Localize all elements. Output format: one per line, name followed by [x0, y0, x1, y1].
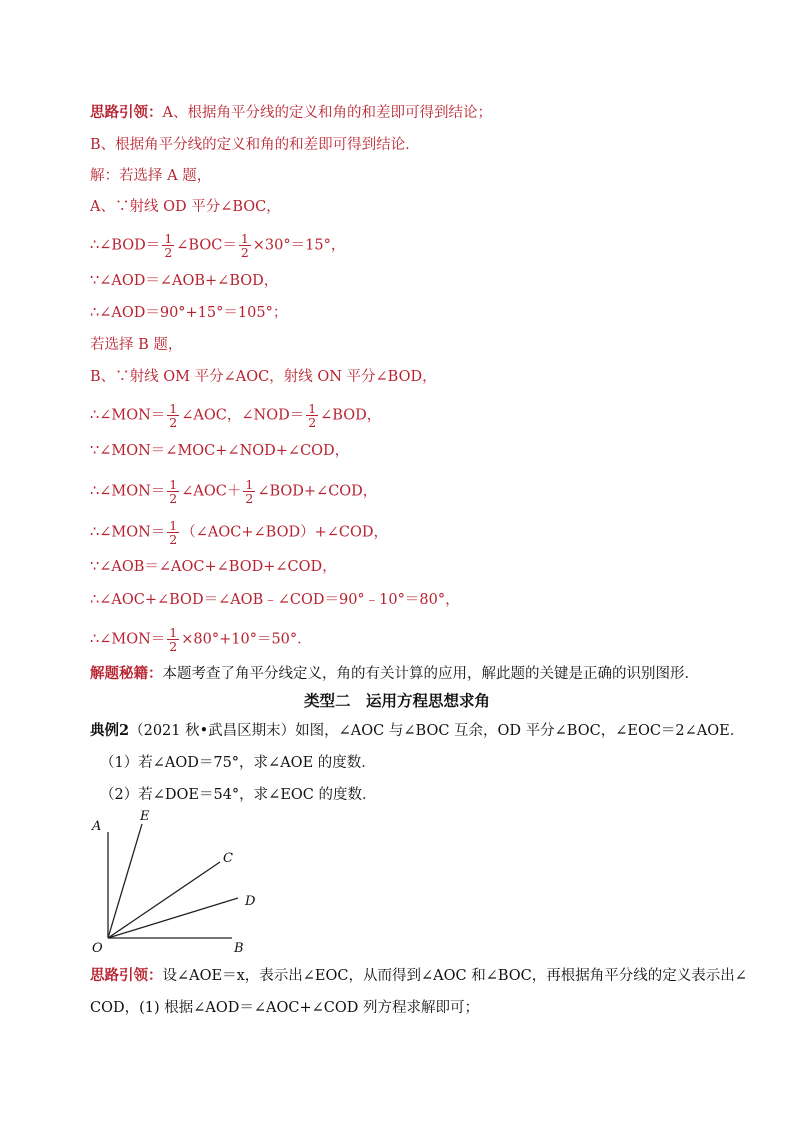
label-b: B — [234, 941, 244, 956]
step-b7: ∴∠AOC+∠BOD＝∠AOB﹣∠COD＝90°﹣10°＝80°， — [90, 592, 460, 608]
label-e: E — [140, 809, 150, 824]
step-a4: ∴∠AOD＝90°+15°＝105°； — [90, 305, 288, 321]
fraction-half: $\frac{1}{2}$ — [169, 518, 178, 547]
fraction-half: $\frac{1}{2}$ — [169, 477, 178, 506]
answer-intro-b: 若选择 B 题， — [90, 337, 183, 353]
question-1: （1）若∠AOD＝75°，求∠AOE 的度数． — [100, 755, 376, 771]
question-2: （2）若∠DOE＝54°，求∠EOC 的度数． — [100, 787, 377, 803]
step-a3: ∵∠AOD＝∠AOB+∠BOD， — [90, 273, 279, 289]
label-a: A — [92, 819, 102, 834]
secret-summary: 解题秘籍：本题考查了角平分线定义，角的有关计算的应用，解此题的关键是正确的识别图形． — [90, 665, 699, 682]
step-b3: ∵∠MON＝∠MOC+∠NOD+∠COD， — [90, 443, 350, 459]
label-o: O — [92, 941, 103, 956]
hint-2-line1: 思路引领：设∠AOE＝x，表示出∠EOC，从而得到∠AOC 和∠BOC，再根据角平分线的定义表示出∠ — [90, 967, 747, 984]
fraction-half: $\frac{1}{2}$ — [308, 401, 317, 430]
ray-oc — [108, 862, 220, 938]
fraction-half: $\frac{1}{2}$ — [169, 625, 178, 654]
section-heading: 类型二 运用方程思想求角 — [303, 691, 490, 710]
step-b1: B、∵射线 OM 平分∠AOC，射线 ON 平分∠BOD， — [90, 369, 437, 385]
step-b5: ∴∠MON＝ $\frac{1}{2}$ （∠AOC+∠BOD）+∠COD， — [90, 518, 388, 547]
solution-a-label: 思路引领：A、根据角平分线的定义和角的和差即可得到结论； — [90, 104, 492, 121]
ray-oe — [108, 824, 142, 938]
fraction-half: $\frac{1}{2}$ — [245, 477, 254, 506]
answer-intro-a: 解：若选择 A 题， — [90, 168, 212, 184]
fraction-half: $\frac{1}{2}$ — [164, 231, 173, 260]
label-c: C — [223, 851, 233, 866]
step-b4: ∴∠MON＝ $\frac{1}{2}$ ∠AOC＋ $\frac{1}{2}$ ∠BOD+∠COD， — [90, 477, 378, 506]
step-b2: ∴∠MON＝ $\frac{1}{2}$ ∠AOC，∠NOD＝ $\frac{1}{2}$ ∠BOD， — [90, 401, 382, 430]
hint-2-line2: COD，(1) 根据∠AOD＝∠AOC+∠COD 列方程求解即可； — [90, 1000, 480, 1016]
solution-b-hint: B、根据角平分线的定义和角的和差即可得到结论． — [90, 137, 420, 153]
fraction-half: $\frac{1}{2}$ — [169, 401, 178, 430]
step-a2: ∴∠BOD＝ $\frac{1}{2}$ ∠BOC＝ $\frac{1}{2}$ ×30°＝15°， — [90, 231, 346, 260]
step-b8: ∴∠MON＝ $\frac{1}{2}$ ×80°+10°＝50°． — [90, 625, 312, 654]
ray-od — [108, 898, 238, 938]
example-2: 典例2（2021 秋•武昌区期末）如图，∠AOC 与∠BOC 互余，OD 平分∠BOC，∠EOC＝2∠AOE． — [90, 722, 745, 739]
fraction-half: $\frac{1}{2}$ — [240, 231, 249, 260]
step-a1: A、∵射线 OD 平分∠BOC， — [90, 199, 281, 215]
label-d: D — [245, 894, 256, 909]
step-b6: ∵∠AOB＝∠AOC+∠BOD+∠COD， — [90, 559, 337, 575]
